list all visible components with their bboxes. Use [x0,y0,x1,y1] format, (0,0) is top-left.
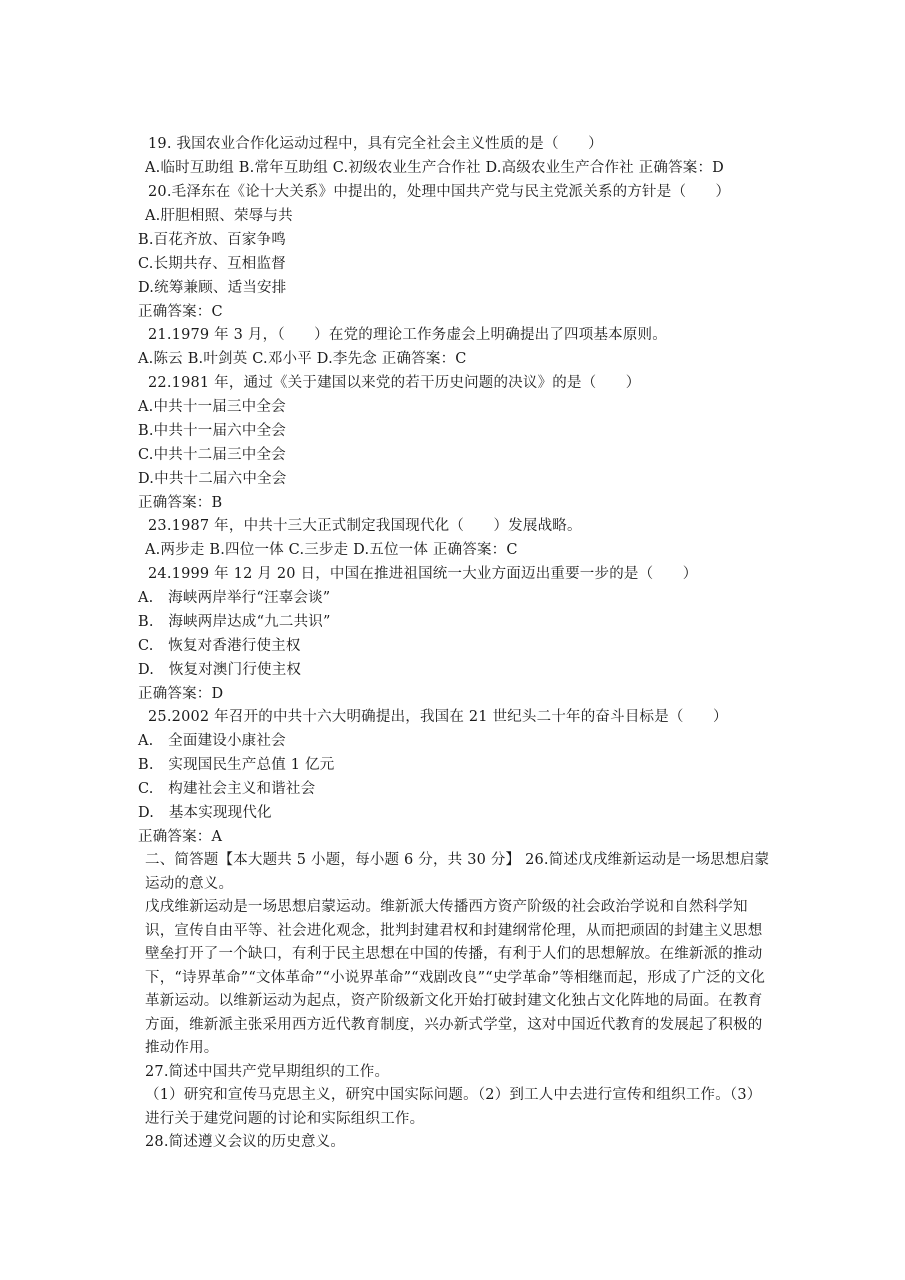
question-24-answer: 正确答案：D [138,686,224,702]
question-22-option-c: C.中共十二届三中全会 [138,447,286,463]
question-23-options: A.两步走 B.四位一体 C.三步走 D.五位一体 正确答案：C [145,542,518,558]
question-24-option-a: A. 海峡两岸举行“汪辜会谈” [138,590,331,606]
section-heading-short-answer: 二、简答题【本大题共 5 小题，每小题 6 分，共 30 分】 26.简述戊戌维新运动是一场思想启蒙运动的意义。 [145,852,770,892]
question-22-option-b: B.中共十一届六中全会 [138,423,286,439]
question-23: 23.1987 年，中共十三大正式制定我国现代化（ ）发展战略。 [148,518,582,534]
question-27: 27.简述中国共产党早期组织的工作。 [145,1064,390,1080]
question-20: 20.毛泽东在《论十大关系》中提出的，处理中国共产党与民主党派关系的方针是（ ） [148,184,731,200]
question-24: 24.1999 年 12 月 20 日，中国在推进祖国统一大业方面迈出重要一步的是（ ） [148,566,698,582]
question-22: 22.1981 年，通过《关于建国以来党的若干历史问题的决议》的是（ ） [148,375,641,391]
question-28: 28.简述遵义会议的历史意义。 [145,1134,346,1150]
question-24-option-b: B. 海峡两岸达成“九二共识” [138,614,331,630]
question-25-option-c: C. 构建社会主义和谐社会 [138,781,316,797]
question-24-option-c: C. 恢复对香港行使主权 [138,638,301,654]
question-25-option-d: D. 基本实现现代化 [138,805,272,821]
question-21-options: A.陈云 B.叶剑英 C.邓小平 D.李先念 正确答案：C [138,351,467,367]
question-25-option-b: B. 实现国民生产总值 1 亿元 [138,757,335,773]
question-20-answer: 正确答案：C [138,304,223,320]
question-24-option-d: D. 恢复对澳门行使主权 [138,662,302,678]
question-20-option-b: B.百花齐放、百家争鸣 [138,232,286,248]
question-22-answer: 正确答案：B [138,495,223,511]
question-20-option-c: C.长期共存、互相监督 [138,256,286,272]
question-19: 19. 我国农业合作化运动过程中，具有完全社会主义性质的是（ ） [148,136,603,152]
question-22-option-a: A.中共十一届三中全会 [138,399,286,415]
answer-26: 戊戌维新运动是一场思想启蒙运动。维新派大传播西方资产阶级的社会政治学说和自然科学知识，宣传自由平等、社会进化观念，批判封建君权和封建纲常伦理，从而把顽固的封建主义思想壁垒打开了一个缺口，有利于民主思想在中国的传播，有利于人们的思想解放。在维新派的推动下，“诗界革命”“文体革命”“小说界革命”“戏剧改良”“史学革命”等相继而起，形成了广泛的文化革新运动。以维新运动为起点，资产阶级新文化开始打破封建文化独占文化阵地的局面。在教育方面，维新派主张采用西方近代教育制度，兴办新式学堂，这对中国近代教育的发展起了积极的推动作用。 [145,899,766,1056]
question-25: 25.2002 年召开的中共十六大明确提出，我国在 21 世纪头二十年的奋斗目标是（ ） [148,709,728,725]
question-20-option-a: A.肝胆相照、荣辱与共 [145,208,293,224]
answer-27: （1）研究和宣传马克思主义，研究中国实际问题。（2）到工人中去进行宣传和组织工作。（3）进行关于建党问题的讨论和实际组织工作。 [145,1087,762,1127]
question-22-option-d: D.中共十二届六中全会 [138,471,287,487]
question-25-answer: 正确答案：A [138,829,223,845]
question-19-options: A.临时互助组 B.常年互助组 C.初级农业生产合作社 D.高级农业生产合作社 正确答案：D [145,160,725,176]
question-20-option-d: D.统筹兼顾、适当安排 [138,280,287,296]
question-25-option-a: A. 全面建设小康社会 [138,733,286,749]
question-21: 21.1979 年 3 月，（ ）在党的理论工作务虚会上明确提出了四项基本原则。 [148,327,667,343]
